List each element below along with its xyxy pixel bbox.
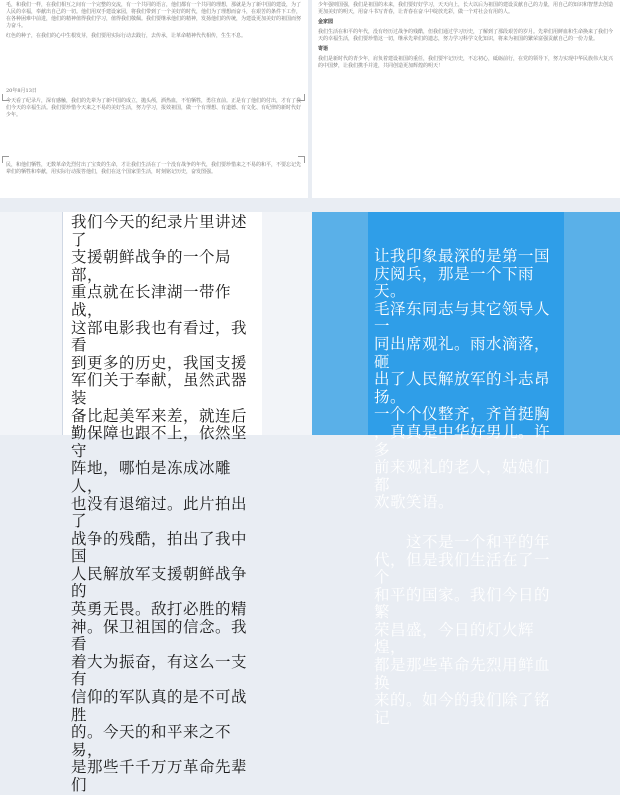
handwritten-line: 是那些千千万万革命先辈们 bbox=[71, 758, 248, 794]
doc-paragraph: 民，和他们牺牲，无数革命先烈付出了宝贵的生命，才让我们生活在了一个没有战争的年代，我们要珍惜来之不易的和平，不要忘记先辈们的牺牲和奉献，用实际行动报答他们，我们在这个国家里生活，时刻铭记历史，奋发图强。 bbox=[6, 162, 302, 175]
handwritten-line: 的。今天的和平来之不易， bbox=[71, 723, 232, 759]
handwritten-line: 信仰的军队真的是不可战胜 bbox=[71, 688, 248, 724]
doc-paragraph: 少年强则国强，我们是祖国的未来，我们要好好学习，天天向上，长大以后为祖国的建设贡献自己的力量，用自己的知识和智慧去创造更加美好的明天，用奋斗书写青春，让青春在奋斗中绽放光彩，做一个对社会有用的人。 bbox=[318, 2, 614, 15]
panel-background bbox=[0, 212, 62, 435]
handwritten-line: 英勇无畏。敌打必胜的精 bbox=[71, 600, 248, 619]
document-page-middle-left bbox=[0, 88, 308, 160]
handwritten-line: 阵地，哪怕是冻成冰雕人， bbox=[71, 459, 232, 495]
handwritten-line: ，真真是中华好男儿。许多 bbox=[374, 422, 551, 459]
handwritten-line: 荣昌盛，今日的灯火辉煌， bbox=[374, 620, 535, 657]
doc-paragraph: 毛，和我们一样，在我们相互之间有一个完整的交流，有一个共同的语言，他们都有一个共同的理想，那就是为了新中国的建设，为了人民的幸福，奉献出自己的一切。他们用双手建设家园，将我们带到了一个美好的时代，他们为了理想而奋斗，在艰苦的条件下工作，在各种困难中前进，他们的精神值得我们学习，值得我们敬佩。我们要继承他们的精神，发扬他们的传统，为建设更加美好的祖国而努力奋斗。 bbox=[6, 2, 302, 29]
handwritten-line: 战争的残酷，拍出了我中国 bbox=[71, 529, 248, 566]
handwritten-line: 前来观礼的老人，姑娘们都 bbox=[374, 458, 551, 494]
handwritten-line: 代，但是我们生活在了一个 bbox=[374, 550, 551, 587]
handwritten-note-right bbox=[368, 212, 564, 727]
handwritten-line: 庆阅兵，那是一个下雨天。 bbox=[374, 264, 535, 301]
handwritten-line: 这不是一个和平的年 bbox=[406, 532, 551, 551]
crop-mark bbox=[2, 94, 9, 101]
handwritten-line: 着大为振奋，有这么一支有 bbox=[71, 652, 248, 689]
handwritten-line: 一个个仪整齐，齐首挺胸 bbox=[374, 405, 551, 424]
handwritten-line: 神。保卫祖国的信念。我看 bbox=[71, 617, 248, 654]
handwritten-line: 欢歌笑语。 bbox=[374, 493, 455, 512]
doc-date: 20年8月13日 bbox=[6, 88, 37, 94]
doc-paragraph: 我们生活在和平的年代，没有经历过战争的残酷，但我们通过学习历史，了解到了那段艰苦的岁月。先辈们用鲜血和生命换来了我们今天的幸福生活，我们要珍惜这一切，继承先辈们的遗志，努力学习科学文化知识，将来为祖国的繁荣富强贡献自己的一份力量。 bbox=[318, 29, 614, 42]
handwritten-line: 出了人民解放军的斗志昂扬。 bbox=[374, 370, 551, 406]
handwritten-line: 毛泽东同志与其它领导人一 bbox=[374, 299, 551, 336]
document-page-top-right bbox=[312, 0, 620, 198]
handwritten-line: 这部电影我也有看过，我看 bbox=[71, 318, 248, 355]
doc-heading: 寄语 bbox=[318, 46, 329, 52]
handwritten-line: 也没有退缩过。此片拍出了 bbox=[71, 494, 248, 531]
doc-paragraph: 今天看了纪录片，深有感触，我们的先辈为了新中国的成立，抛头颅，洒热血，不怕牺牲，勇往直前。正是有了他们的付出，才有了我们今天的幸福生活。我们要珍惜今天来之不易的美好生活，努力学习，报效祖国，做一个有理想、有道德、有文化、有纪律的新时代好少年。 bbox=[6, 98, 302, 118]
document-page-top-left bbox=[0, 0, 308, 88]
separator bbox=[312, 198, 620, 212]
handwritten-line: 和平的国家。我们今日的繁 bbox=[374, 585, 551, 622]
crop-mark bbox=[2, 156, 9, 163]
handwritten-line: 来的。如今的我们除了铭记 bbox=[374, 691, 551, 727]
handwritten-line: 人民解放军支援朝鲜战争的 bbox=[71, 564, 248, 601]
handwritten-note-left bbox=[62, 212, 262, 794]
doc-heading: 金家园 bbox=[318, 19, 334, 25]
doc-paragraph: 我们是新时代的青少年，肩负着建设祖国的重任，我们要牢记历史，不忘初心，砥砺前行，在党的领导下，努力实现中华民族伟大复兴的中国梦，让我们携手并进，共同创造更加辉煌的明天！ bbox=[318, 56, 614, 69]
handwritten-line: 重点就在长津湖一带作战， bbox=[71, 283, 232, 319]
crop-mark bbox=[298, 156, 305, 163]
handwritten-line: 勤保障也跟不上，依然坚守 bbox=[71, 424, 248, 460]
handwritten-line: 军们关于奉献，虽然武器装 bbox=[71, 371, 248, 407]
panel-background bbox=[262, 212, 312, 435]
document-page-bottom-left bbox=[0, 160, 308, 198]
handwritten-line: 支援朝鲜战争的一个局部， bbox=[71, 248, 232, 284]
handwritten-line: 到更多的历史，我国支援 bbox=[71, 353, 248, 372]
handwritten-line: 同出席观礼。雨水滴落，砸 bbox=[374, 334, 551, 371]
doc-paragraph: 红色的种子，在我们的心中生根发芽，我们要用实际行动去践行，去传承，让革命精神代代相传，生生不息。 bbox=[6, 33, 247, 39]
handwritten-line: 我们今天的纪录片里讲述了 bbox=[71, 213, 248, 249]
handwritten-line: 让我印象最深的是第一国 bbox=[374, 247, 551, 265]
paragraph-gap bbox=[374, 512, 558, 534]
handwritten-line: 都是那些革命先烈用鲜血换 bbox=[374, 656, 551, 692]
handwritten-line: 备比起美军来差，就连后 bbox=[71, 406, 248, 425]
separator bbox=[0, 198, 308, 212]
crop-mark bbox=[298, 94, 305, 101]
